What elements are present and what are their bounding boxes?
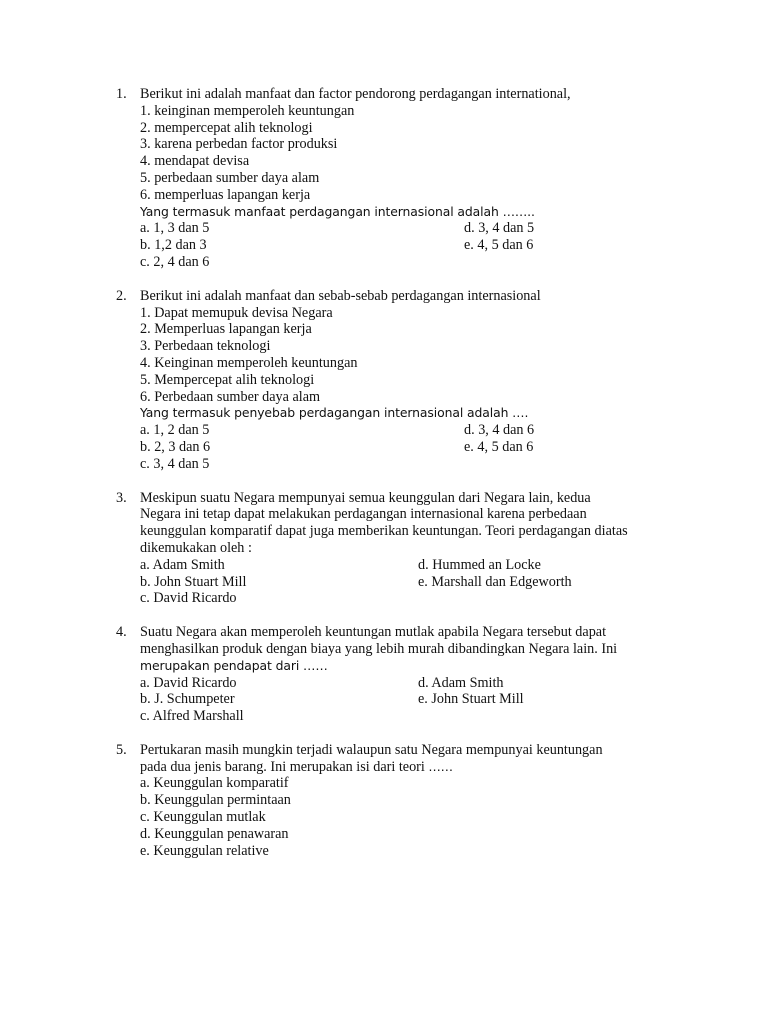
question-number: 1.	[116, 86, 127, 102]
stem-line: menghasilkan produk dengan biaya yang lebih murah dibandingkan Negara lain. Ini	[140, 640, 618, 657]
option-b: b. 1,2 dan 3	[140, 237, 207, 254]
list-item: 2. Memperluas lapangan kerja	[140, 321, 312, 338]
question-5	[116, 742, 656, 860]
option-c: c. David Ricardo	[140, 590, 237, 607]
option-b: b. John Stuart Mill	[140, 573, 247, 590]
option-d: d. Keunggulan penawaran	[140, 825, 289, 842]
question-number: 2.	[116, 287, 127, 304]
option-c: c. Keunggulan mutlak	[140, 809, 266, 826]
stem-ellipsis: ……	[428, 758, 453, 774]
list-item: 1. keinginan memperoleh keuntungan	[140, 102, 355, 119]
option-d: d. Hummed an Locke	[418, 556, 541, 573]
question-prompt: merupakan pendapat dari ……	[140, 657, 328, 673]
list-item: 4. mendapat devisa	[140, 153, 250, 170]
question-4	[116, 624, 656, 725]
answer-options	[140, 775, 656, 859]
list-item: 5. Mempercepat alih teknologi	[140, 371, 315, 388]
question-stem: Berikut ini adalah manfaat dan factor pendorong perdagangan international,	[140, 86, 571, 102]
option-a: a. Adam Smith	[140, 556, 225, 573]
list-item: 6. Perbedaan sumber daya alam	[140, 388, 321, 405]
option-e: e. 4, 5 dan 6	[464, 237, 534, 254]
option-a: a. David Ricardo	[140, 674, 237, 691]
answer-options	[140, 220, 656, 270]
option-b: b. 2, 3 dan 6	[140, 438, 211, 455]
question-number: 3.	[116, 489, 127, 506]
option-a: a. Keunggulan komparatif	[140, 775, 289, 792]
option-b: b. J. Schumpeter	[140, 691, 235, 708]
list-item: 3. karena perbedan factor produksi	[140, 136, 338, 153]
option-e: e. 4, 5 dan 6	[464, 438, 534, 455]
question-3	[116, 490, 656, 608]
list-item: 2. mempercepat alih teknologi	[140, 119, 313, 136]
stem-line: Pertukaran masih mungkin terjadi walaupun satu Negara mempunyai keuntungan	[140, 741, 603, 758]
option-c: c. Alfred Marshall	[140, 708, 244, 725]
stem-line	[140, 759, 656, 776]
option-d: d. Adam Smith	[418, 674, 504, 691]
stem-line: Negara ini tetap dapat melakukan perdagangan internasional karena perbedaan	[140, 506, 587, 523]
stem-line: Meskipun suatu Negara mempunyai semua keunggulan dari Negara lain, kedua	[140, 489, 591, 506]
option-a: a. 1, 3 dan 5	[140, 220, 210, 237]
question-prompt: Yang termasuk manfaat perdagangan internasional adalah ……..	[140, 203, 535, 219]
question-list	[116, 86, 656, 876]
list-item: 1. Dapat memupuk devisa Negara	[140, 304, 333, 321]
option-d: d. 3, 4 dan 5	[464, 220, 535, 237]
option-c: c. 2, 4 dan 6	[140, 253, 210, 270]
answer-options	[140, 422, 656, 472]
answer-options	[140, 675, 656, 725]
question-stem: Berikut ini adalah manfaat dan sebab-sebab perdagangan internasional	[140, 287, 541, 304]
stem-line: Suatu Negara akan memperoleh keuntungan mutlak apabila Negara tersebut dapat	[140, 624, 607, 641]
question-2	[116, 288, 656, 473]
option-b: b. Keunggulan permintaan	[140, 792, 291, 809]
answer-options	[140, 557, 656, 607]
option-c: c. 3, 4 dan 5	[140, 455, 210, 472]
question-stem	[140, 490, 656, 557]
list-item: 6. memperluas lapangan kerja	[140, 186, 311, 203]
list-item: 4. Keinginan memperoleh keuntungan	[140, 354, 358, 371]
list-item: 5. perbedaan sumber daya alam	[140, 169, 320, 186]
question-number: 4.	[116, 624, 127, 641]
option-e: e. Marshall dan Edgeworth	[418, 573, 572, 590]
question-stem	[140, 742, 656, 776]
question-prompt: Yang termasuk penyebab perdagangan internasional adalah ….	[140, 405, 529, 421]
question-number: 5.	[116, 741, 127, 758]
list-item: 3. Perbedaan teknologi	[140, 338, 271, 355]
option-d: d. 3, 4 dan 6	[464, 422, 535, 439]
question-stem	[140, 624, 656, 674]
question-1	[116, 86, 656, 271]
option-a: a. 1, 2 dan 5	[140, 422, 210, 439]
stem-line: keunggulan komparatif dapat juga memberikan keuntungan. Teori perdagangan diatas	[140, 523, 628, 540]
option-e: e. John Stuart Mill	[418, 691, 524, 708]
stem-text: pada dua jenis barang. Ini merupakan isi dari teori	[140, 758, 425, 775]
option-e: e. Keunggulan relative	[140, 842, 269, 859]
stem-line: dikemukakan oleh :	[140, 539, 252, 556]
